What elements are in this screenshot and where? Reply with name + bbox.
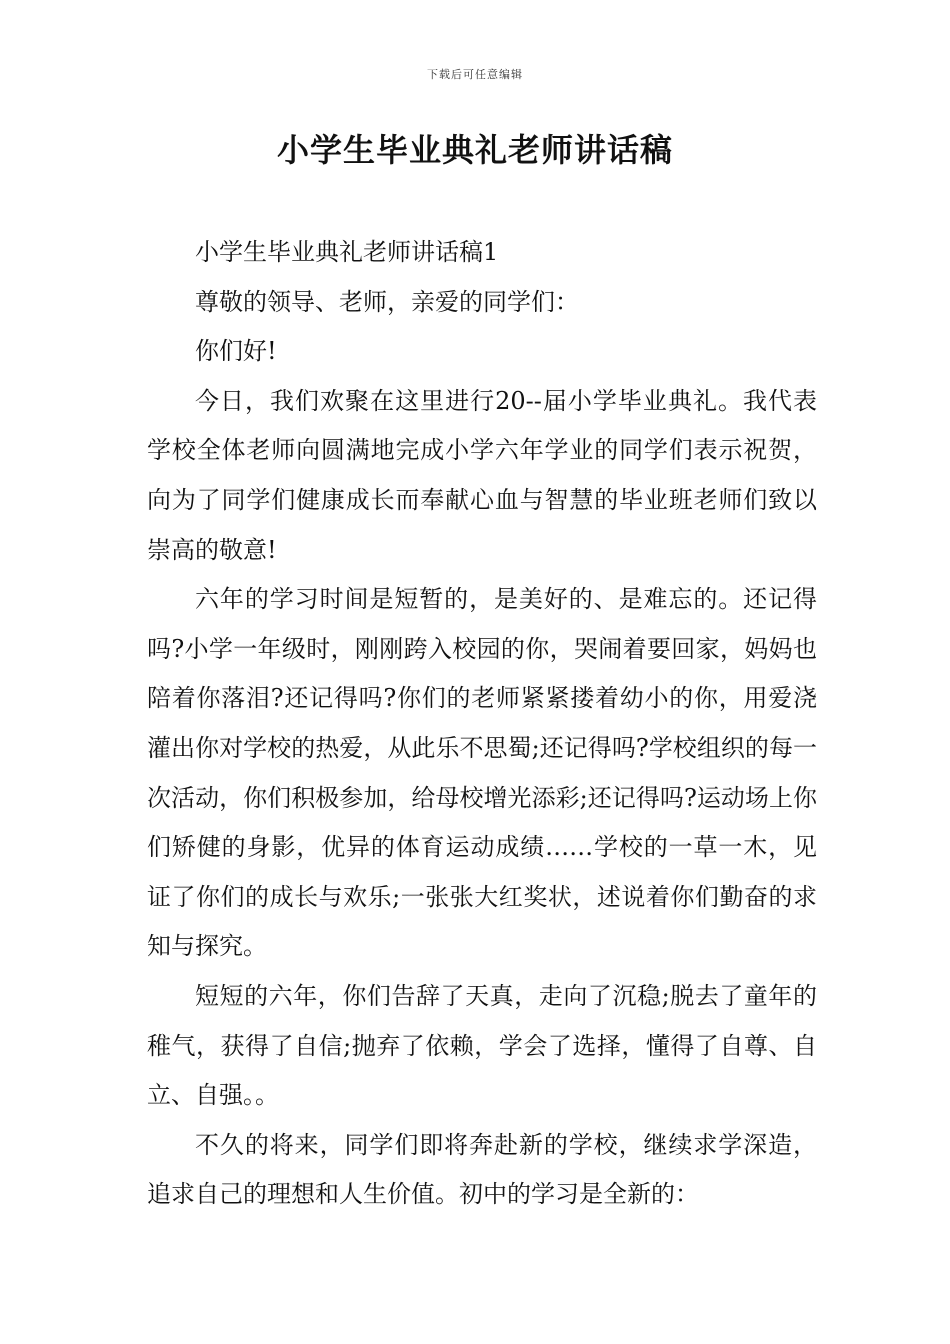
body-paragraph: 不久的将来，同学们即将奔赴新的学校，继续求学深造，追求自己的理想和人生价值。初中的学习是全新的： bbox=[147, 1130, 817, 1209]
body-paragraph: 今日，我们欢聚在这里进行20--届小学毕业典礼。我代表学校全体老师向圆满地完成小学六年学业的同学们表示祝贺，向为了同学们健康成长而奉献心血与智慧的毕业班老师们致以崇高的敬意! bbox=[147, 386, 817, 564]
document-body bbox=[147, 228, 817, 1220]
body-paragraph: 六年的学习时间是短暂的，是美好的、是难忘的。还记得吗?小学一年级时，刚刚跨入校园的你，哭闹着要回家，妈妈也陪着你落泪?还记得吗?你们的老师紧紧搂着幼小的你，用爱浇灌出你对学校的热爱，从此乐不思蜀;还记得吗?学校组织的每一次活动，你们积极参加，给母校增光添彩;还记得吗?运动场上你们矫健的身影，优异的体育运动成绩……学校的一草一木，见证了你们的成长与欢乐;一张张大红奖状，述说着你们勤奋的求知与探究。 bbox=[147, 585, 817, 961]
greeting-paragraph: 你们好! bbox=[195, 337, 277, 366]
salutation-paragraph: 尊敬的领导、老师，亲爱的同学们： bbox=[195, 287, 579, 316]
document-title: 小学生毕业典礼老师讲话稿 bbox=[276, 131, 673, 169]
header-note: 下载后可任意编辑 bbox=[427, 68, 523, 81]
body-paragraph: 短短的六年，你们告辞了天真，走向了沉稳;脱去了童年的稚气，获得了自信;抛弃了依赖，学会了选择，懂得了自尊、自立、自强。。 bbox=[147, 981, 817, 1110]
subtitle-paragraph: 小学生毕业典礼老师讲话稿1 bbox=[195, 238, 499, 266]
